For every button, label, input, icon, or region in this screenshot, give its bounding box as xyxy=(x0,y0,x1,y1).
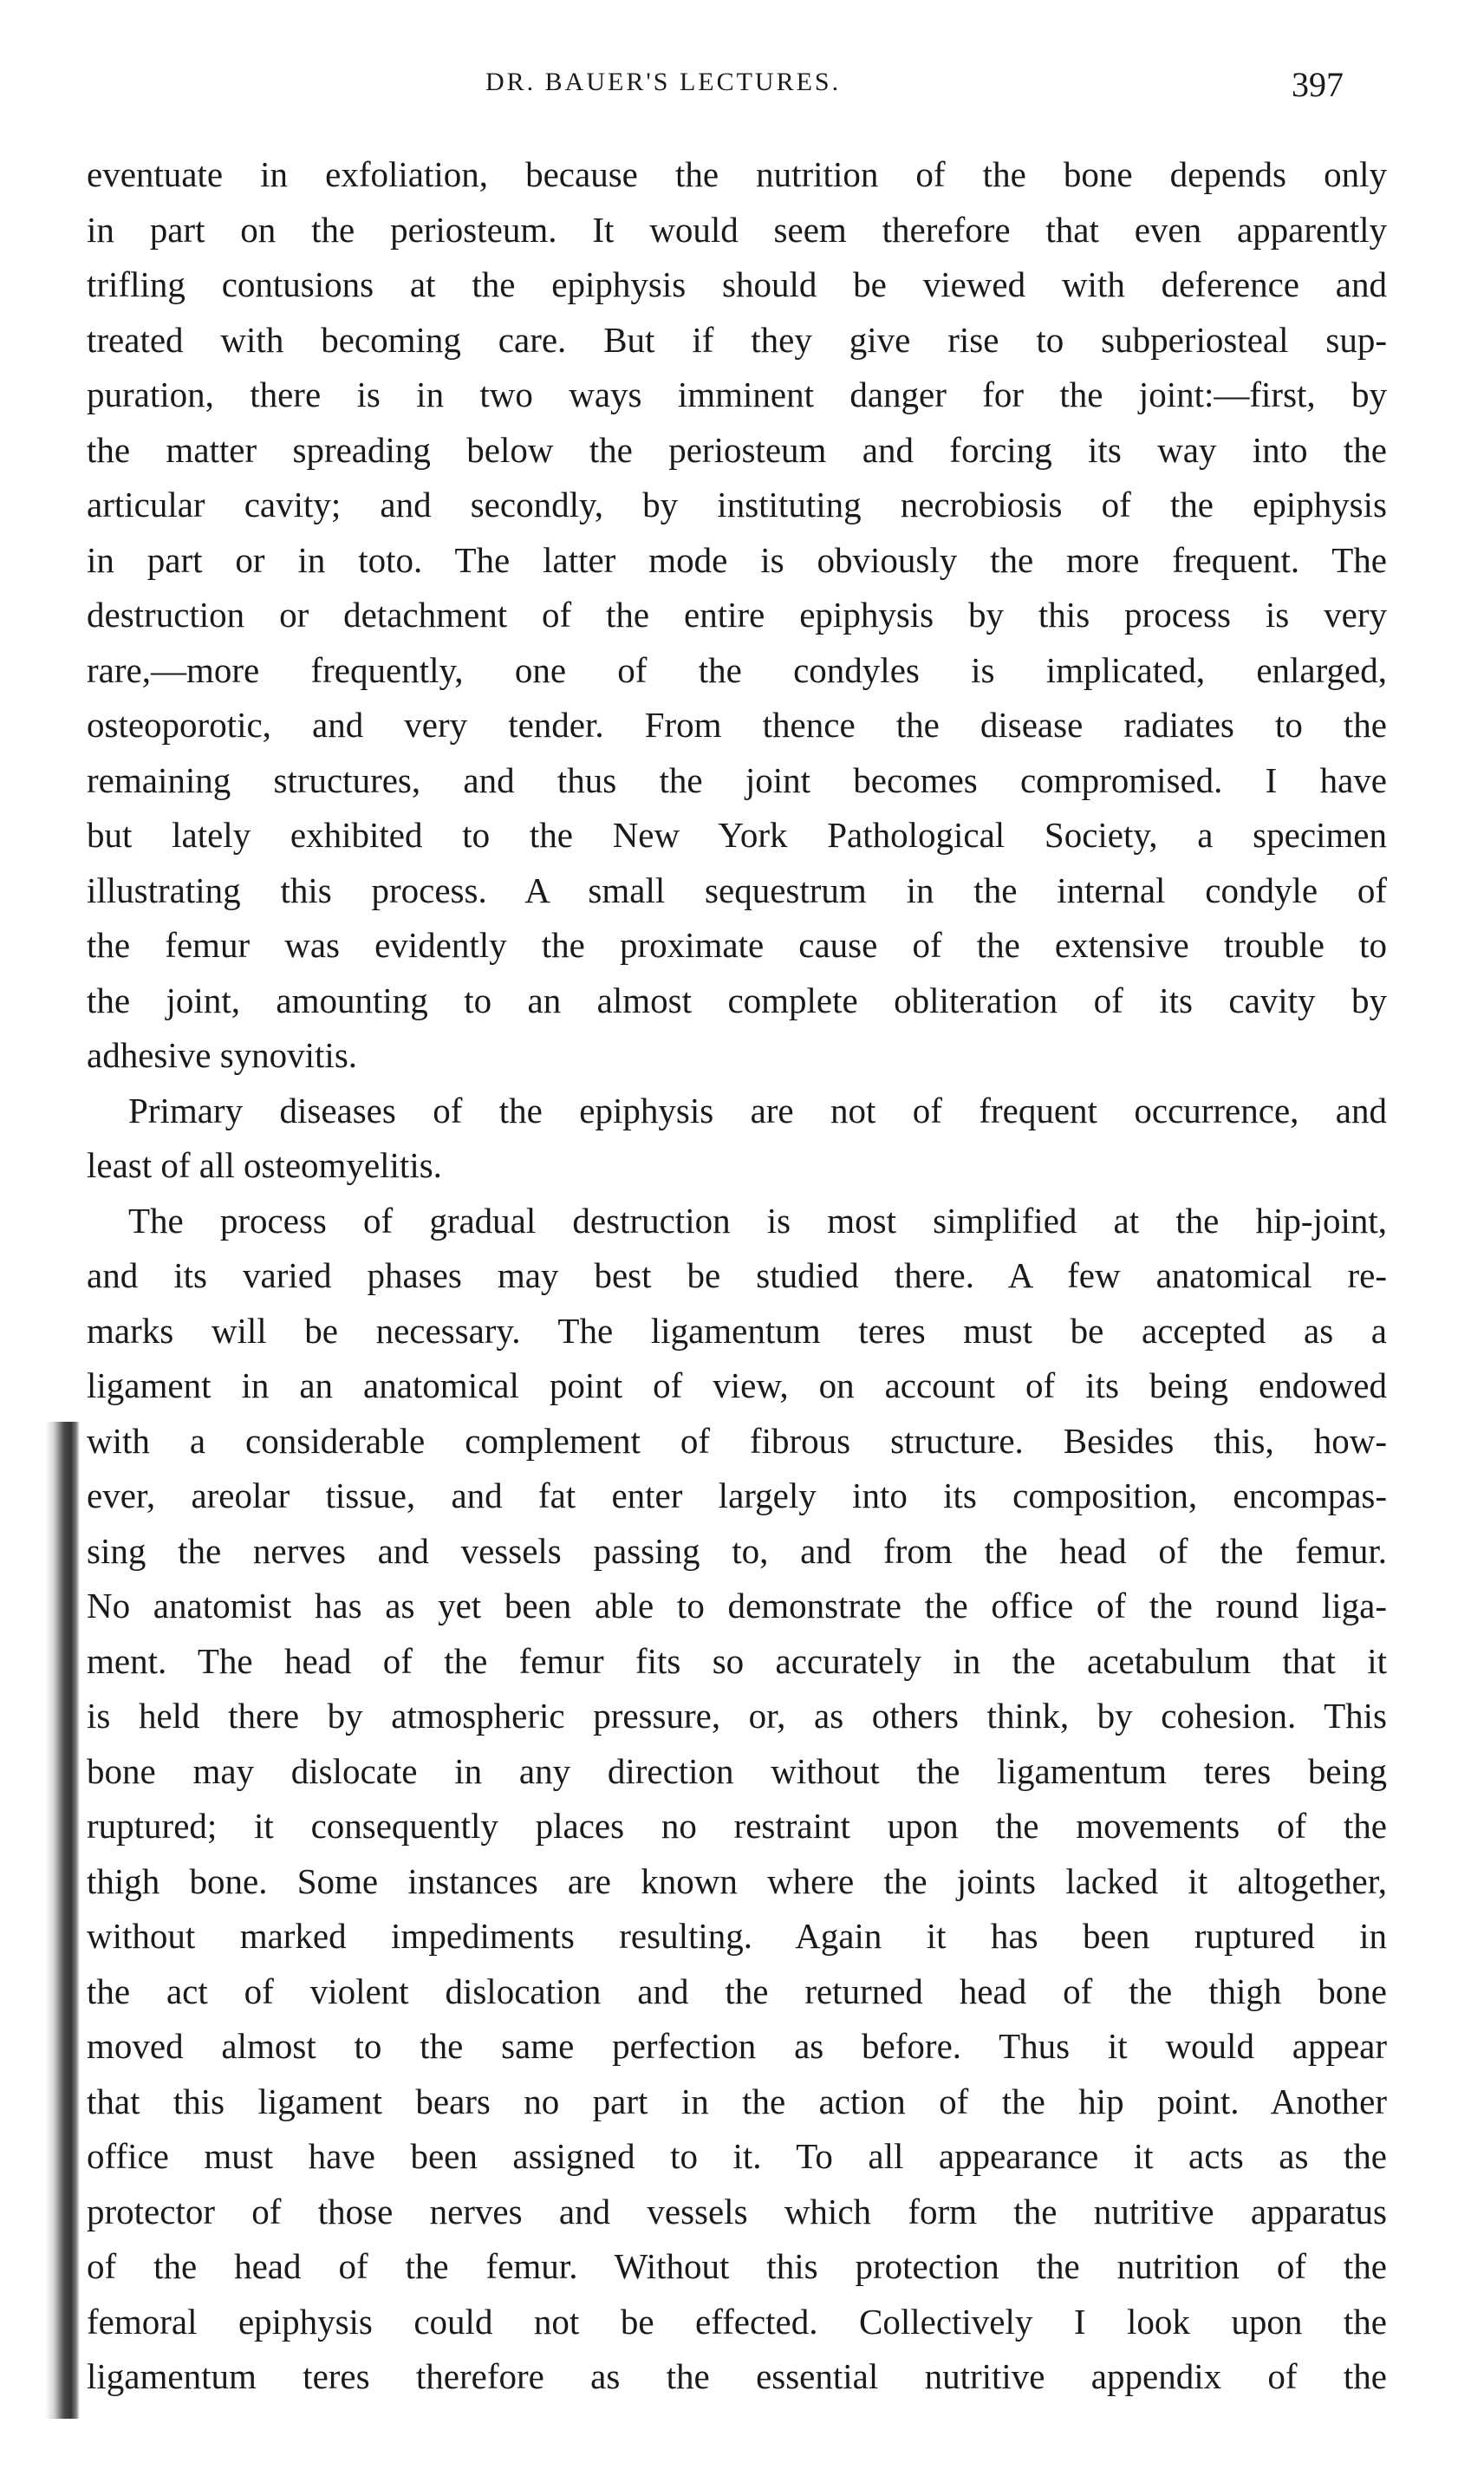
text-line: adhesive synovitis. xyxy=(87,1035,358,1075)
body-text xyxy=(87,147,1387,2405)
text-line: The process of gradual destruction is most simplified at the hip-joint, xyxy=(128,1200,1387,1241)
text-line: the joint, amounting to an almost complete obliteration of its cavity by xyxy=(87,980,1387,1020)
paragraph-2 xyxy=(87,1084,1387,1194)
text-line: remaining structures, and thus the joint becomes compromised. I have xyxy=(87,759,1387,800)
text-line: sing the nerves and vessels passing to, and from the head of the femur. xyxy=(87,1530,1387,1571)
text-line: the matter spreading below the periosteum and forcing its way into the xyxy=(87,429,1387,470)
running-head: DR. BAUER'S LECTURES. xyxy=(485,68,842,96)
text-line: without marked impediments resulting. Again it has been ruptured in xyxy=(87,1916,1387,1956)
text-line: articular cavity; and secondly, by instituting necrobiosis of the epiphysis xyxy=(87,485,1387,524)
text-line: ligament in an anatomical point of view, on account of its being endowed xyxy=(87,1365,1387,1405)
paragraph-3 xyxy=(87,1194,1387,2405)
binding-gutter-shadow xyxy=(45,1422,80,2419)
text-line: rare,—more frequently, one of the condyles is implicated, enlarged, xyxy=(87,649,1387,690)
text-line: of the head of the femur. Without this protection the nutrition of the xyxy=(87,2246,1387,2286)
text-line: the act of violent dislocation and the returned head of the thigh bone xyxy=(87,1971,1387,2011)
page-number: 397 xyxy=(1292,65,1344,104)
text-line: in part or in toto. The latter mode is obviously the more frequent. The xyxy=(87,539,1387,580)
text-line: moved almost to the same perfection as before. Thus it would appear xyxy=(87,2026,1387,2066)
text-line: femoral epiphysis could not be effected. Collectively I look upon the xyxy=(87,2301,1387,2342)
text-line: ligamentum teres therefore as the essential nutritive appendix of the xyxy=(87,2356,1387,2396)
text-line: in part on the periosteum. It would seem therefore that even apparently xyxy=(87,209,1387,250)
text-line: osteoporotic, and very tender. From thence the disease radiates to the xyxy=(87,705,1387,745)
text-line: ment. The head of the femur fits so accurately in the acetabulum that it xyxy=(87,1640,1387,1681)
text-line: bone may dislocate in any direction without the ligamentum teres being xyxy=(87,1750,1387,1791)
text-line: destruction or detachment of the entire epiphysis by this process is very xyxy=(87,595,1387,635)
text-line: treated with becoming care. But if they give rise to subperiosteal sup- xyxy=(87,319,1387,360)
text-line: protector of those nerves and vessels which form the nutritive apparatus xyxy=(87,2191,1387,2231)
text-line: trifling contusions at the epiphysis should be viewed with deference and xyxy=(87,264,1387,304)
text-line: eventuate in exfoliation, because the nutrition of the bone depends only xyxy=(87,154,1387,194)
text-line: and its varied phases may best be studied there. A few anatomical re- xyxy=(87,1255,1387,1295)
text-line: ruptured; it consequently places no restraint upon the movements of the xyxy=(87,1806,1387,1846)
text-line: puration, there is in two ways imminent danger for the joint:—first, by xyxy=(87,375,1387,414)
text-line: Primary diseases of the epiphysis are not of frequent occurrence, and xyxy=(128,1090,1387,1130)
text-line: office must have been assigned to it. To all appearance it acts as the xyxy=(87,2136,1387,2176)
text-line: is held there by atmospheric pressure, or, as others think, by cohesion. This xyxy=(87,1696,1387,1736)
text-line: No anatomist has as yet been able to demonstrate the office of the round liga- xyxy=(87,1586,1387,1625)
paragraph-1 xyxy=(87,147,1387,1084)
text-line: but lately exhibited to the New York Pathological Society, a specimen xyxy=(87,815,1387,855)
text-line: with a considerable complement of fibrous structure. Besides this, how- xyxy=(87,1420,1387,1461)
text-line: illustrating this process. A small sequestrum in the internal condyle of xyxy=(87,870,1387,910)
text-line: the femur was evidently the proximate cause of the extensive trouble to xyxy=(87,925,1387,965)
text-line: that this ligament bears no part in the action of the hip point. Another xyxy=(87,2081,1387,2121)
text-line: least of all osteomyelitis. xyxy=(87,1145,442,1185)
text-line: marks will be necessary. The ligamentum teres must be accepted as a xyxy=(87,1310,1387,1351)
text-line: thigh bone. Some instances are known where the joints lacked it altogether, xyxy=(87,1860,1387,1901)
text-line: ever, areolar tissue, and fat enter largely into its composition, encompas- xyxy=(87,1476,1387,1515)
